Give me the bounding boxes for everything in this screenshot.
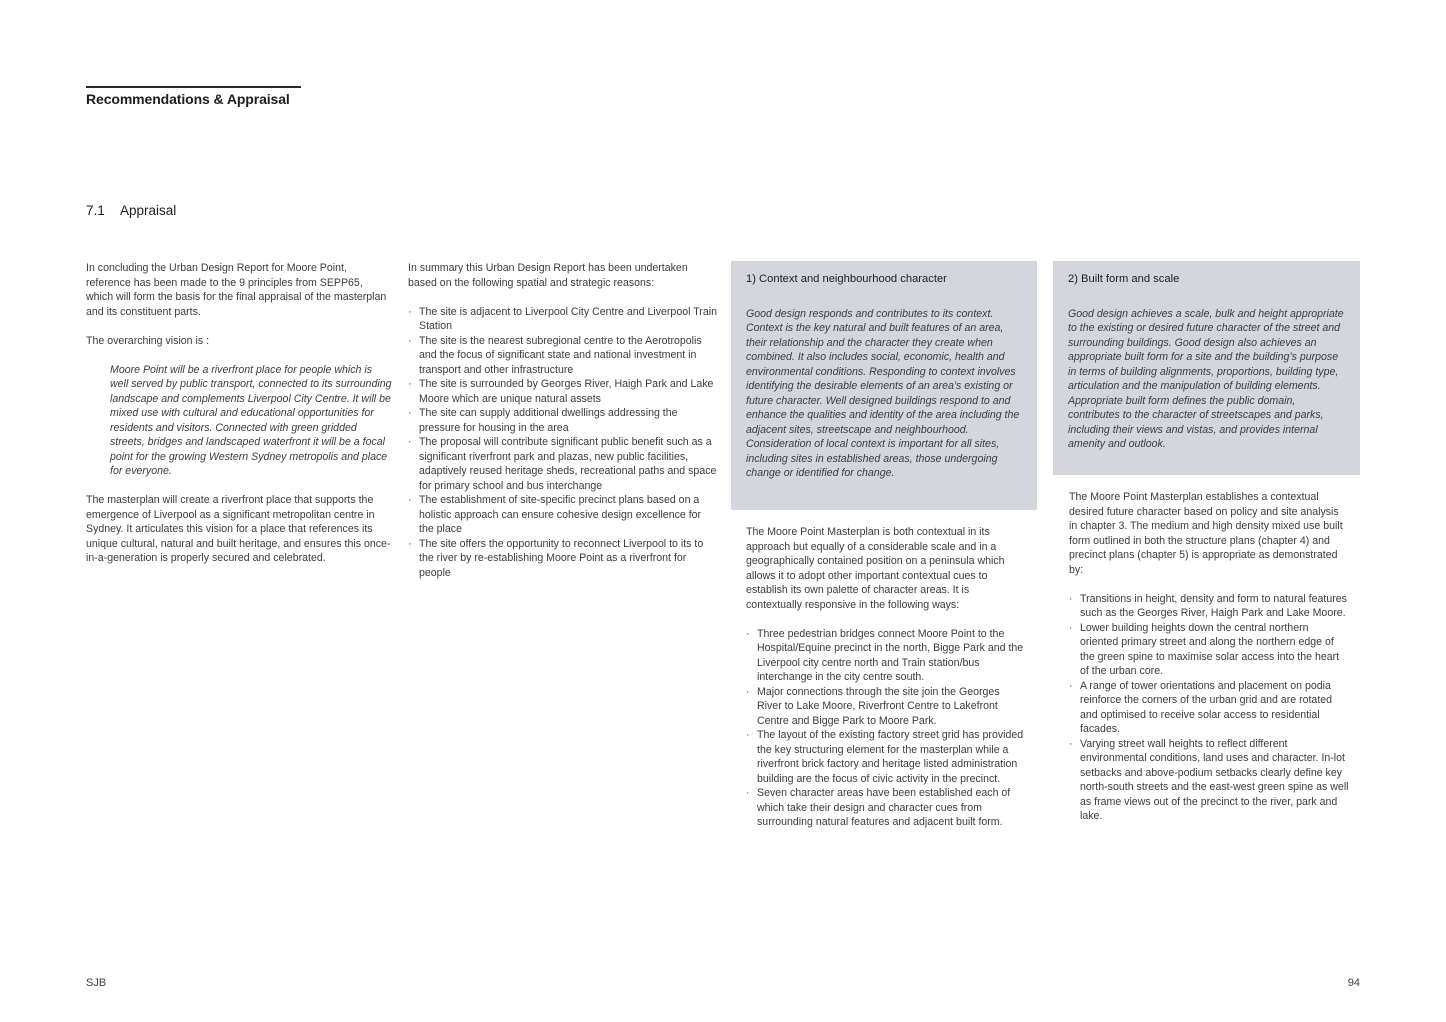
principle-text-context: Good design responds and contributes to its context. Context is the key natural and built features of an area, their relationship and the character they create when combined. It also includes social, economic, health and environmental conditions. Responding to context involves identifying the desirable elements of an area’s existing or future character. Well designed buildings respond to and enhance the qualities and identity of the area including the adjacent sites, streetscape and neighbourhood. Consideration of local context is important for all sites, including sites in established areas, those undergoing change or identified for change. bbox=[746, 307, 1020, 479]
col1-vision-label: The overarching vision is : bbox=[86, 334, 210, 347]
principle-text-built-form: Good design achieves a scale, bulk and height appropriate to the existing or desired future character of the street and surrounding buildings. Good design also achieves an appropriate built form for a site and the building’s purpose in terms of building alignments, proportions, building type, articulation and the manipulation of building elements. Appropriate built form defines the public domain, contributes to the character of streetscapes and parks, including their views and vistas, and provides internal amenity and outlook. bbox=[1068, 307, 1344, 450]
principle-title-built-form: 2) Built form and scale bbox=[1068, 273, 1180, 285]
list-item: · The site is surrounded by Georges River, Haigh Park and Lake Moore which are unique natural assets bbox=[408, 377, 718, 406]
col4-intro: The Moore Point Masterplan establishes a contextual desired future character based on policy and site analysis in chapter 3. The medium and high density mixed use built form outlined in both the structure plans (chapter 4) and precinct plans (chapter 5) is appropriate as demonstrated by: bbox=[1069, 491, 1343, 576]
list-item: · The site offers the opportunity to reconnect Liverpool to its to the river by re-establishing Moore Point as a riverfront for people bbox=[408, 537, 718, 581]
list-item: · The site is adjacent to Liverpool City Centre and Liverpool Train Station bbox=[408, 305, 718, 334]
list-item: · The proposal will contribute significant public benefit such as a significant riverfront park and plazas, new public facilities, adaptively reused heritage sheds, recreational paths and space for primary school and bus interchange bbox=[408, 435, 718, 493]
col1-conclusion: The masterplan will create a riverfront place that supports the emergence of Liverpool as a significant metropolitan centre in Sydney. It articulates this vision for a place that references its unique cultural, natural and built heritage, and ensures this once-in-a-generation is properly secured and celebrated. bbox=[86, 494, 391, 564]
page-title: Recommendations & Appraisal bbox=[86, 91, 290, 107]
header-rule bbox=[86, 86, 301, 88]
col3-bullet-list bbox=[746, 627, 1026, 830]
footer-brand: SJB bbox=[86, 977, 107, 989]
section-heading bbox=[86, 203, 176, 218]
list-item: · Major connections through the site join the Georges River to Lake Moore, Riverfront Centre to Lakefront Centre and Bigge Park to Moore Park. bbox=[746, 685, 1026, 729]
list-item: · Three pedestrian bridges connect Moore Point to the Hospital/Equine precinct in the north, Bigge Park and the Liverpool city centre north and Train station/bus interchange in the city centre south. bbox=[746, 627, 1026, 685]
column-2 bbox=[408, 261, 718, 580]
col1-intro: In concluding the Urban Design Report for Moore Point, reference has been made to the 9 principles from SEPP65, which will form the basis for the final appraisal of the masterplan and its constituent parts. bbox=[86, 262, 387, 318]
col1-vision-quote: Moore Point will be a riverfront place for people which is well served by public transport, connected to its surrounding landscape and complements Liverpool City Centre. It will be mixed use with cultural and educational opportunities for residents and visitors. Connected with green gridded streets, bridges and landscaped waterfront it will be a focal point for the growing Western Sydney metropolis and place for everyone. bbox=[110, 363, 392, 477]
list-item: · Transitions in height, density and form to natural features such as the Georges River, Haigh Park and Lake Moore. bbox=[1069, 592, 1349, 621]
col2-bullet-list bbox=[408, 305, 718, 581]
section-title: Appraisal bbox=[120, 203, 177, 218]
list-item: · The site is the nearest subregional centre to the Aerotropolis and the focus of significant state and national investment in transport and other infrastructure bbox=[408, 334, 718, 378]
principle-box-context bbox=[731, 261, 1037, 510]
principle-box-built-form bbox=[1053, 261, 1360, 475]
list-item: · Lower building heights down the central northern oriented primary street and along the northern edge of the green spine to maximise solar access into the heart of the urban core. bbox=[1069, 621, 1349, 679]
list-item: · A range of tower orientations and placement on podia reinforce the corners of the urban grid and are rotated and optimised to receive solar access to residential facades. bbox=[1069, 679, 1349, 737]
col2-intro: In summary this Urban Design Report has been undertaken based on the following spatial and strategic reasons: bbox=[408, 262, 688, 289]
list-item: · The layout of the existing factory street grid has provided the key structuring element for the masterplan while a riverfront brick factory and heritage listed administration building are the focus of civic activity in the precinct. bbox=[746, 728, 1026, 786]
column-1 bbox=[86, 261, 392, 566]
column-4 bbox=[1069, 490, 1349, 824]
list-item: · The site can supply additional dwellings addressing the pressure for housing in the area bbox=[408, 406, 718, 435]
section-number: 7.1 bbox=[86, 203, 105, 218]
list-item: · Varying street wall heights to reflect different environmental conditions, land uses and character. In-lot setbacks and above-podium setbacks clearly define key north-south streets and the east-west green spine as well as frame views out of the precinct to the river, park and lake. bbox=[1069, 737, 1349, 824]
list-item: · Seven character areas have been established each of which take their design and character cues from surrounding natural features and adjacent built form. bbox=[746, 786, 1026, 830]
page-number: 94 bbox=[1347, 977, 1360, 989]
column-3 bbox=[746, 525, 1026, 830]
col3-intro: The Moore Point Masterplan is both contextual in its approach but equally of a considerable scale and in a geographically contained position on a peninsula which allows it to adopt other important contextual cues to establish its own palette of character areas. It is contextually responsive in the following ways: bbox=[746, 526, 1005, 611]
principle-title-context: 1) Context and neighbourhood character bbox=[746, 273, 947, 285]
col4-bullet-list bbox=[1069, 592, 1349, 824]
list-item: · The establishment of site-specific precinct plans based on a holistic approach can ensure cohesive design excellence for the place bbox=[408, 493, 718, 537]
